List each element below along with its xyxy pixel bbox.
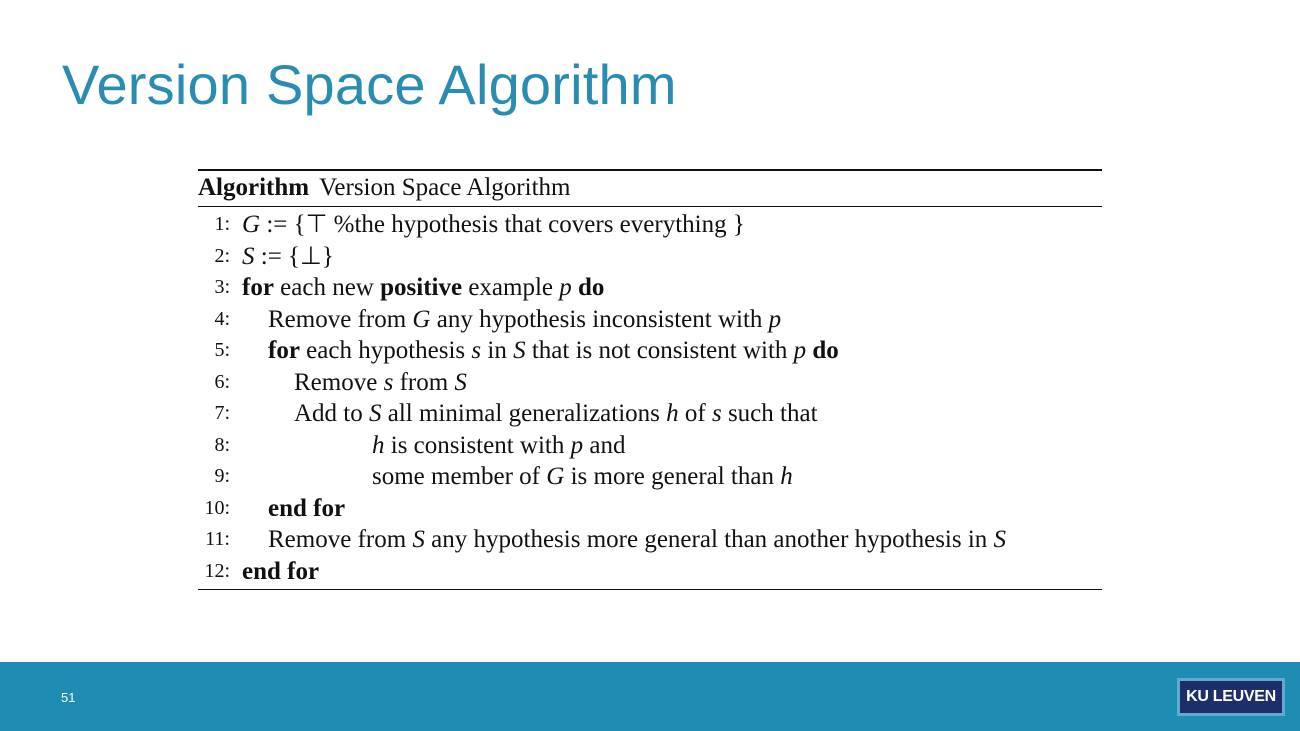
code-text: any hypothesis inconsistent with: [430, 305, 769, 333]
math-symbol: h: [372, 431, 385, 459]
math-symbol: S: [242, 242, 255, 270]
algorithm-line: [198, 241, 1102, 273]
math-symbol: s: [471, 337, 482, 364]
code-text: that is not consistent with: [525, 337, 794, 364]
line-code: [242, 241, 334, 273]
code-text: is more general than: [564, 463, 781, 490]
code-text: all minimal generalizations: [381, 400, 667, 427]
code-text: in: [481, 337, 514, 364]
line-code: [372, 461, 793, 493]
logo-text: KU LEUVEN: [1186, 688, 1276, 705]
algorithm-bottom-rule: [198, 589, 1102, 590]
math-symbol: h: [666, 400, 679, 427]
line-code: [372, 430, 625, 462]
footer-bar: [0, 662, 1300, 731]
code-text: and: [583, 431, 626, 459]
keyword: end for: [242, 557, 320, 585]
line-code: [294, 398, 818, 430]
math-symbol: S: [513, 337, 526, 364]
algorithm-line: [198, 398, 1102, 430]
algorithm-line: [198, 430, 1102, 462]
keyword: for: [268, 337, 300, 364]
math-symbol: p: [570, 431, 584, 459]
line-number: 12:: [204, 559, 230, 582]
math-symbol: S: [369, 400, 382, 427]
math-symbol: G: [242, 211, 261, 238]
code-text: each new: [273, 274, 381, 301]
algorithm-line: [198, 524, 1102, 556]
line-number: 6:: [214, 370, 230, 393]
code-text: := {⊥}: [254, 242, 334, 270]
algorithm-line: [198, 461, 1102, 493]
line-code: [242, 272, 604, 304]
algorithm-header: [198, 171, 1102, 206]
keyword: positive: [380, 274, 463, 301]
math-symbol: p: [793, 337, 807, 364]
keyword: end for: [268, 494, 346, 522]
line-number: 4:: [214, 307, 230, 330]
keyword: do: [812, 337, 839, 364]
algorithm-name: Version Space Algorithm: [319, 174, 571, 201]
line-code: [268, 304, 781, 336]
code-text: of: [678, 400, 712, 427]
keyword: do: [578, 274, 605, 301]
slide-title: Version Space Algorithm: [62, 53, 677, 116]
line-number: 3:: [214, 276, 230, 298]
keyword: for: [242, 274, 274, 301]
ku-leuven-logo: [1177, 678, 1285, 716]
algorithm-line: [198, 556, 1102, 588]
algorithm-line: [198, 209, 1102, 241]
code-text: Remove: [294, 368, 384, 396]
code-text: Remove from: [268, 305, 413, 333]
math-symbol: S: [454, 368, 467, 396]
line-code: [242, 556, 319, 588]
code-text: any hypothesis more general than another hypothesis in: [424, 526, 994, 553]
code-text: each hypothesis: [299, 337, 472, 364]
algorithm-lines: [198, 207, 1102, 589]
algorithm-line: [198, 304, 1102, 336]
line-code: [268, 524, 1006, 556]
code-text: := {⊤ %the hypothesis that covers everything }: [260, 211, 745, 238]
line-code: [242, 209, 745, 241]
line-number: 10:: [204, 496, 230, 519]
code-text: Remove from: [268, 526, 413, 553]
algorithm-line: [198, 335, 1102, 367]
algorithm-box: [198, 169, 1102, 590]
line-code: [268, 335, 839, 367]
algorithm-line: [198, 272, 1102, 304]
line-number: 9:: [214, 465, 230, 487]
line-number: 7:: [214, 402, 230, 424]
line-number: 5:: [214, 339, 230, 361]
algorithm-keyword: Algorithm: [198, 174, 310, 201]
math-symbol: s: [383, 368, 394, 396]
page-number: 51: [61, 690, 76, 705]
math-symbol: S: [993, 526, 1007, 553]
algorithm-line: [198, 367, 1102, 399]
algorithm-line: [198, 493, 1102, 525]
math-symbol: G: [412, 305, 431, 333]
math-symbol: p: [768, 305, 782, 333]
code-text: is consistent with: [384, 431, 571, 459]
code-text: some member of: [372, 463, 547, 490]
math-symbol: S: [412, 526, 425, 553]
line-number: 11:: [205, 528, 230, 550]
code-text: Add to: [294, 400, 369, 427]
line-code: [294, 367, 467, 399]
line-code: [268, 493, 345, 525]
code-text: such that: [721, 400, 818, 427]
line-number: 2:: [214, 244, 230, 267]
code-text: from: [393, 368, 455, 396]
line-number: 8:: [214, 433, 230, 456]
math-symbol: G: [546, 463, 565, 490]
math-symbol: h: [780, 463, 793, 490]
code-text: example: [462, 274, 560, 301]
math-symbol: p: [559, 274, 572, 301]
math-symbol: s: [711, 400, 722, 427]
line-number: 1:: [214, 213, 230, 235]
